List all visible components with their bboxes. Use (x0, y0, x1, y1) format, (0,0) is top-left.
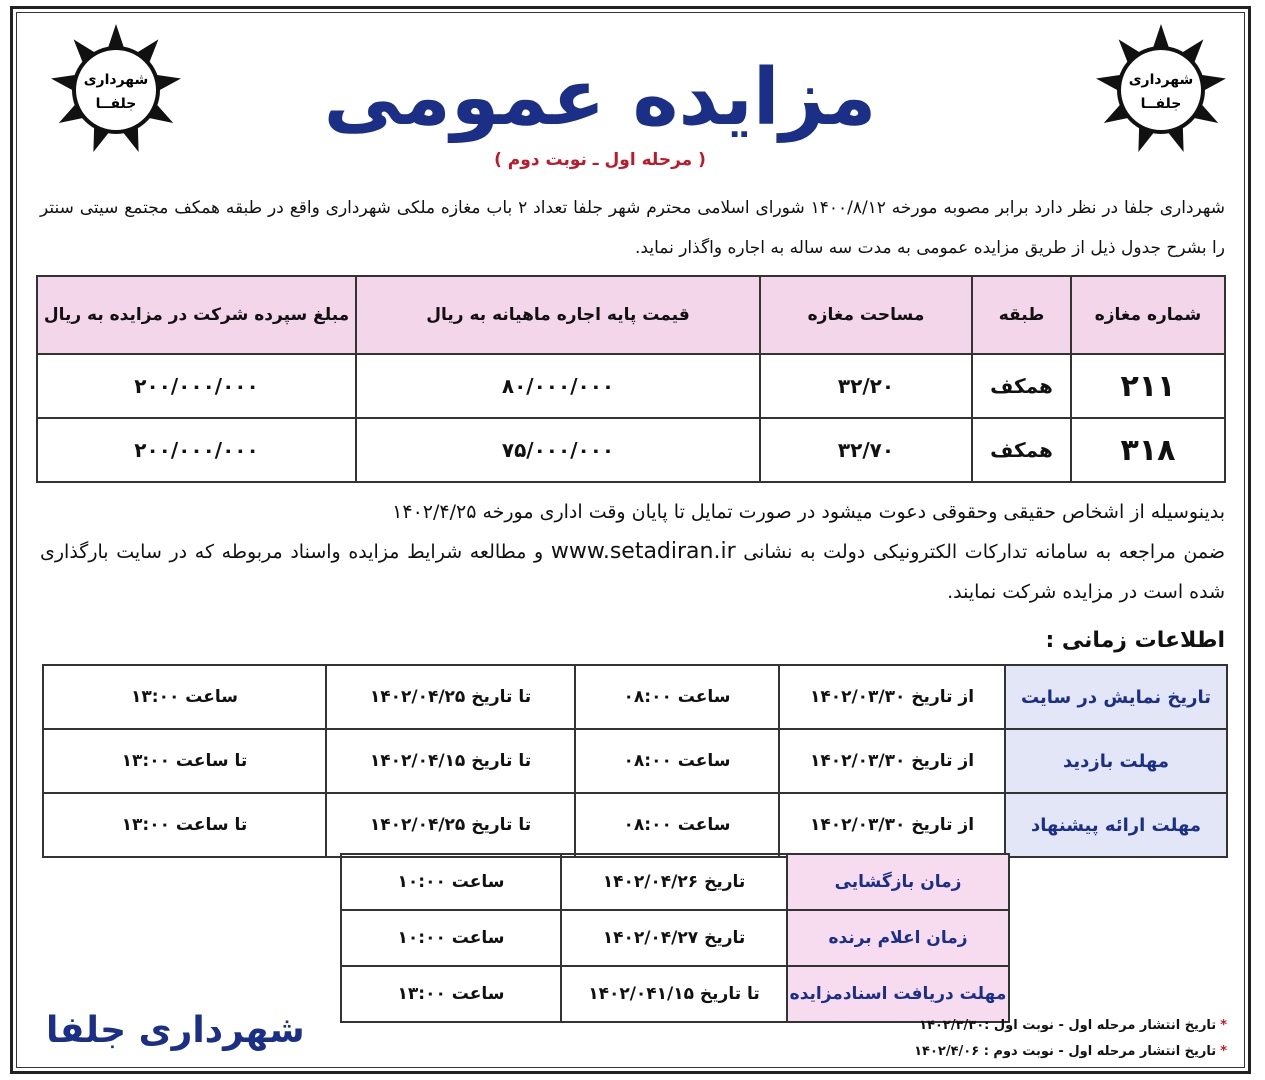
bullet-star-icon: * (1220, 1044, 1227, 1059)
table-row (43, 793, 1227, 857)
intro-paragraph: شهرداری جلفا در نظر دارد برابر مصوبه مورخه ۱۴۰۰/۸/۱۲ شورای اسلامی محترم شهر جلفا تعداد ۲ باب مغازه ملکی شهرداری واقع در طبقه همکف مجتمع سیتی سنتر را بشرح جدول ذیل از طریق مزایده عمومی به مدت سه ساله به اجاره واگذار نماید. (40, 198, 1226, 258)
table-row (37, 418, 1225, 482)
publication-date-first-text: تاریخ انتشار مرحله اول - نوبت اول :۱۴۰۲/۳/۳۰ (919, 1018, 1217, 1033)
stage-subtitle: ( مرحله اول ـ نوبت دوم ) (494, 150, 706, 170)
shop-area: ۳۲/۲۰ (760, 354, 972, 418)
shop-floor: همکف (972, 418, 1071, 482)
shops-header-row (37, 276, 1225, 354)
publication-date-first (919, 1018, 1227, 1033)
table-row (341, 854, 1009, 910)
timing-heading: اطلاعات زمانی : (1045, 628, 1225, 653)
shops-table (36, 275, 1226, 483)
timing-from-date: از تاریخ ۱۴۰۲/۰۳/۳۰ (779, 665, 1005, 729)
timing-to-date: تا تاریخ ۱۴۰۲/۰۴/۲۵ (326, 665, 575, 729)
timing-label: تاریخ نمایش در سایت (1005, 665, 1227, 729)
shop-area: ۳۲/۷۰ (760, 418, 972, 482)
municipality-signature: شهرداری جلفا (46, 1010, 305, 1051)
phase-label: مهلت دریافت اسنادمزایده (787, 966, 1009, 1022)
table-row (37, 354, 1225, 418)
phases-table (340, 853, 1010, 1023)
table-row (341, 966, 1009, 1022)
seal-right-line2: جلفــا (1140, 96, 1182, 112)
table-row (43, 729, 1227, 793)
municipality-seal-left (48, 22, 184, 158)
timing-to-date: تا تاریخ ۱۴۰۲/۰۴/۱۵ (326, 729, 575, 793)
phase-date: تاریخ ۱۴۰۲/۰۴/۲۶ (561, 854, 787, 910)
page-title: مزایده عمومی (323, 53, 877, 143)
municipality-seal-right (1093, 22, 1229, 158)
shop-number: ۲۱۱ (1071, 354, 1225, 418)
publication-date-second (914, 1044, 1227, 1059)
header-deposit: مبلغ سپرده شرکت در مزایده به ریال (37, 276, 356, 354)
timing-table (42, 664, 1228, 858)
timing-from-date: از تاریخ ۱۴۰۲/۰۳/۳۰ (779, 729, 1005, 793)
timing-to-time: ساعت ۱۳:۰۰ (43, 665, 326, 729)
shop-base-price: ۷۵/۰۰۰/۰۰۰ (356, 418, 760, 482)
portal-sentence-start: ضمن مراجعه به سامانه تدارکات الکترونیکی دولت به نشانی (743, 541, 1225, 563)
shop-floor: همکف (972, 354, 1071, 418)
header-area: مساحت مغازه (760, 276, 972, 354)
seal-left-graphic (48, 22, 184, 158)
timing-label: مهلت بازدید (1005, 729, 1227, 793)
timing-label: مهلت ارائه پیشنهاد (1005, 793, 1227, 857)
phase-date: تا تاریخ ۱۴۰۲/۰۴۱/۱۵ (561, 966, 787, 1022)
seal-right-graphic (1093, 22, 1229, 158)
shop-base-price: ۸۰/۰۰۰/۰۰۰ (356, 354, 760, 418)
deadline-sentence: بدینوسیله از اشخاص حقیقی وحقوقی دعوت میشود در صورت تمایل تا پایان وقت اداری مورخه ۱۴۰۲/۴/۲۵ (392, 501, 1225, 523)
bullet-star-icon: * (1220, 1018, 1227, 1033)
timing-to-time: تا ساعت ۱۳:۰۰ (43, 793, 326, 857)
timing-from-date: از تاریخ ۱۴۰۲/۰۳/۳۰ (779, 793, 1005, 857)
seal-right-line1: شهرداری (1128, 72, 1194, 88)
header-shop-number: شماره مغازه (1071, 276, 1225, 354)
table-row (341, 910, 1009, 966)
table-row (43, 665, 1227, 729)
setadiran-link[interactable]: www.setadiran.ir (550, 539, 736, 564)
timing-from-time: ساعت ۰۸:۰۰ (575, 665, 779, 729)
phase-time: ساعت ۱۰:۰۰ (341, 854, 561, 910)
portal-sentence-end: و مطالعه شرایط مزایده واسناد مربوطه که در سایت بارگذاری شده است در مزایده شرکت نمایند. (40, 541, 1225, 603)
seal-left-line1: شهرداری (83, 72, 149, 88)
seal-left-line2: جلفــا (95, 96, 137, 112)
phase-date: تاریخ ۱۴۰۲/۰۴/۲۷ (561, 910, 787, 966)
phase-time: ساعت ۱۰:۰۰ (341, 910, 561, 966)
phase-label: زمان بازگشایی (787, 854, 1009, 910)
shop-deposit: ۲۰۰/۰۰۰/۰۰۰ (37, 418, 356, 482)
timing-from-time: ساعت ۰۸:۰۰ (575, 729, 779, 793)
shop-number: ۳۱۸ (1071, 418, 1225, 482)
phase-label: زمان اعلام برنده (787, 910, 1009, 966)
shop-deposit: ۲۰۰/۰۰۰/۰۰۰ (37, 354, 356, 418)
timing-to-time: تا ساعت ۱۳:۰۰ (43, 729, 326, 793)
invitation-paragraph (40, 492, 1225, 612)
header-base-price: قیمت پایه اجاره ماهیانه به ریال (356, 276, 760, 354)
timing-from-time: ساعت ۰۸:۰۰ (575, 793, 779, 857)
phase-time: ساعت ۱۳:۰۰ (341, 966, 561, 1022)
timing-to-date: تا تاریخ ۱۴۰۲/۰۴/۲۵ (326, 793, 575, 857)
publication-date-second-text: تاریخ انتشار مرحله اول - نوبت دوم : ۱۴۰۲/۴/۰۶ (914, 1044, 1217, 1059)
header-floor: طبقه (972, 276, 1071, 354)
